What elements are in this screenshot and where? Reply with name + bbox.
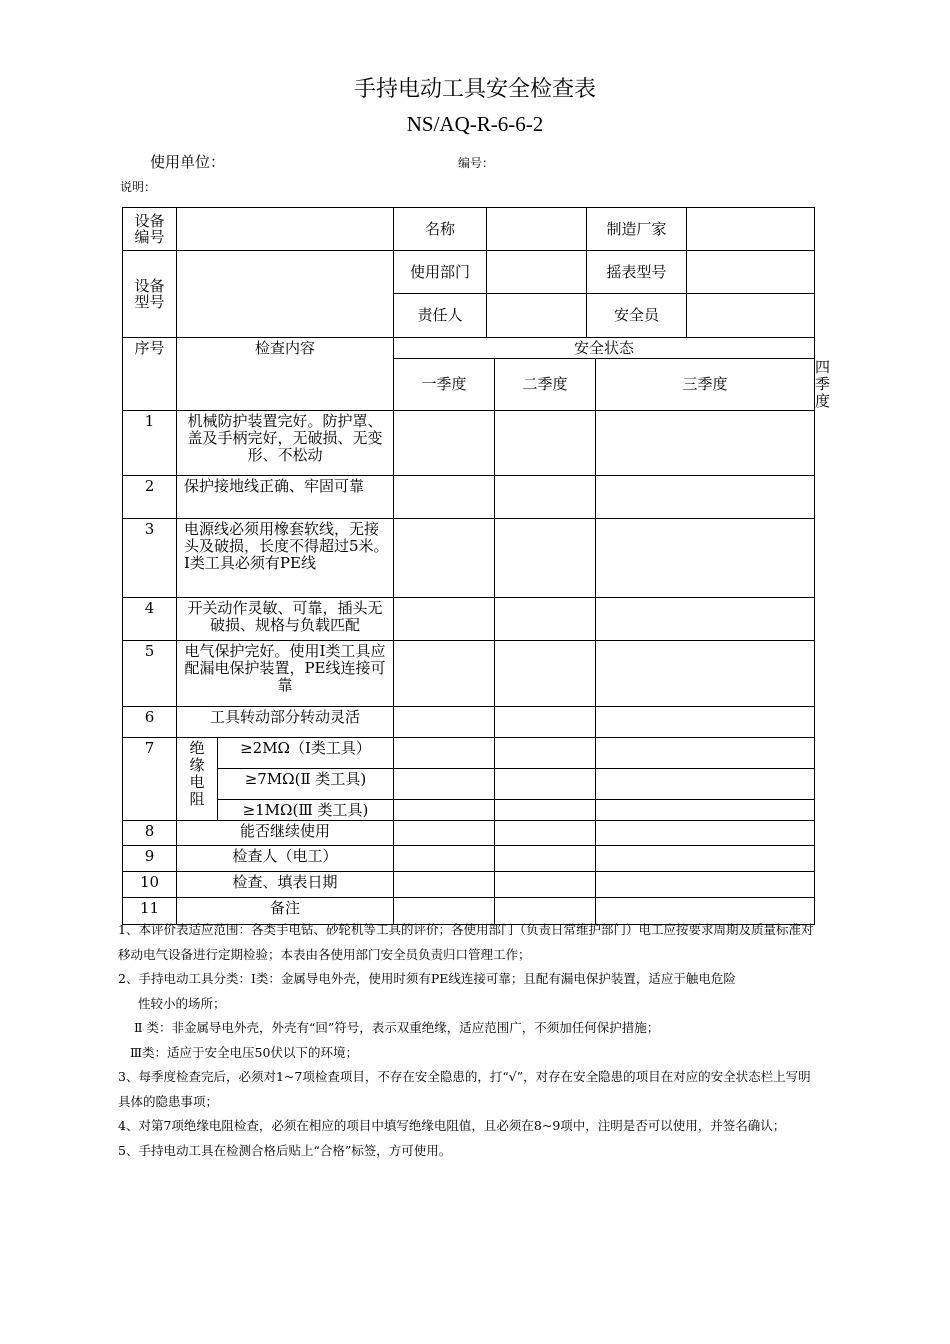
item-no: 10 bbox=[123, 872, 177, 898]
item-no: 7 bbox=[123, 738, 177, 821]
quarter-3-header: 三季度 bbox=[596, 359, 815, 411]
q1-cell[interactable] bbox=[394, 821, 495, 846]
device-no-value[interactable] bbox=[177, 208, 394, 251]
q3-cell[interactable] bbox=[596, 641, 815, 707]
manufacturer-label: 制造厂家 bbox=[587, 208, 687, 251]
q3-cell[interactable] bbox=[596, 800, 815, 821]
q1-cell[interactable] bbox=[394, 707, 495, 738]
q2-cell[interactable] bbox=[495, 800, 596, 821]
q2-cell[interactable] bbox=[495, 821, 596, 846]
device-model-value[interactable] bbox=[177, 251, 394, 338]
note-2-class3: Ⅲ类：适应于安全电压50伏以下的环境； bbox=[130, 1044, 358, 1060]
quarter-1-header: 一季度 bbox=[394, 359, 495, 411]
document-code: NS/AQ-R-6-6-2 bbox=[406, 112, 544, 136]
insulation-sub-2: ≥7MΩ(Ⅱ 类工具) bbox=[218, 769, 394, 800]
item-content: 检查人（电工） bbox=[177, 846, 394, 872]
number-label: 编号： bbox=[458, 156, 495, 170]
q1-cell[interactable] bbox=[394, 846, 495, 872]
department-value[interactable] bbox=[487, 251, 587, 294]
status-header: 安全状态 bbox=[394, 338, 815, 359]
item-no: 2 bbox=[123, 476, 177, 519]
inspection-table: 设备编号 名称 制造厂家 设备型号 使用部门 摇表型号 责任人 安全员 序号 检查内容 安全状态 一季度 二季度 三季度 四季度 1 机械防护装置完好。防护罩、盖及手柄完好，无破损、无变形、不松动 2 保护接地线正确、牢固可靠 3 电源线必须用橡套软线，无接头及破损，长度不得超过5米。Ⅰ类工具必须有PE线 4 开关动作灵敏、可靠，插头无破损、规格与负载匹配 5 电气保护完好。使用Ⅰ类工具应配漏电保护装置，PE线连接可靠 6 工具转动部分转动灵活 7 绝缘电阻 ≥2MΩ（Ⅰ类工具） ≥7MΩ(Ⅱ 类工具) ≥1MΩ(Ⅲ 类工具) 8 能否继续使用 9 检查人（电工） 10 检查、填表日期 11 备注 bbox=[122, 207, 815, 925]
item-content: 备注 bbox=[177, 898, 394, 925]
q2-cell[interactable] bbox=[495, 846, 596, 872]
note-1: 1、本评价表适应范围：各类手电钻、砂轮机等工具的评价；各使用部门（负责日常维护部门）电工应按要求周期及质量标准对移动电气设备进行定期检验；本表由各使用部门安全员负责归口管理工作； bbox=[118, 922, 814, 962]
item-no: 11 bbox=[123, 898, 177, 925]
device-no-label: 设备编号 bbox=[123, 208, 177, 251]
q2-cell[interactable] bbox=[495, 598, 596, 641]
q1-cell[interactable] bbox=[394, 411, 495, 476]
q2-cell[interactable] bbox=[495, 411, 596, 476]
item-content: 能否继续使用 bbox=[177, 821, 394, 846]
name-label: 名称 bbox=[394, 208, 487, 251]
item-content: 开关动作灵敏、可靠，插头无破损、规格与负载匹配 bbox=[177, 598, 394, 641]
insulation-label: 绝缘电阻 bbox=[177, 738, 218, 821]
department-label: 使用部门 bbox=[394, 251, 487, 294]
q3-cell[interactable] bbox=[596, 598, 815, 641]
insulation-sub-1: ≥2MΩ（Ⅰ类工具） bbox=[218, 738, 394, 769]
q3-cell[interactable] bbox=[596, 769, 815, 800]
quarter-2-header: 二季度 bbox=[495, 359, 596, 411]
item-no: 9 bbox=[123, 846, 177, 872]
q3-cell[interactable] bbox=[596, 821, 815, 846]
item-no: 6 bbox=[123, 707, 177, 738]
q2-cell[interactable] bbox=[495, 476, 596, 519]
safety-officer-label: 安全员 bbox=[587, 294, 687, 338]
q2-cell[interactable] bbox=[495, 769, 596, 800]
insulation-sub-3: ≥1MΩ(Ⅲ 类工具) bbox=[218, 800, 394, 821]
q3-cell[interactable] bbox=[596, 707, 815, 738]
description-label: 说明： bbox=[120, 180, 157, 194]
q2-cell[interactable] bbox=[495, 872, 596, 898]
item-content: 保护接地线正确、牢固可靠 bbox=[177, 476, 394, 519]
meter-model-label: 摇表型号 bbox=[587, 251, 687, 294]
unit-label: 使用单位： bbox=[150, 153, 226, 171]
item-content: 检查、填表日期 bbox=[177, 872, 394, 898]
item-no: 3 bbox=[123, 519, 177, 598]
note-2-class2: Ⅱ 类：非金属导电外壳，外壳有“回”符号，表示双重绝缘，适应范围广，不须加任何保护措施； bbox=[134, 1020, 660, 1035]
q3-cell[interactable] bbox=[596, 476, 815, 519]
safety-officer-value[interactable] bbox=[687, 294, 815, 338]
q1-cell[interactable] bbox=[394, 641, 495, 707]
note-4: 4、对第7项绝缘电阻检查，必须在相应的项目中填写绝缘电阻值，且必须在8~9项中，注明是否可以使用，并签名确认； bbox=[118, 1118, 786, 1133]
q1-cell[interactable] bbox=[394, 769, 495, 800]
item-no: 4 bbox=[123, 598, 177, 641]
q1-cell[interactable] bbox=[394, 872, 495, 898]
q3-cell[interactable] bbox=[596, 519, 815, 598]
responsible-label: 责任人 bbox=[394, 294, 487, 338]
q1-cell[interactable] bbox=[394, 598, 495, 641]
note-5: 5、手持电动工具在检测合格后贴上“合格”标签，方可使用。 bbox=[118, 1142, 452, 1158]
item-content: 工具转动部分转动灵活 bbox=[177, 707, 394, 738]
notes-section bbox=[118, 918, 818, 1163]
item-content: 电气保护完好。使用Ⅰ类工具应配漏电保护装置，PE线连接可靠 bbox=[177, 641, 394, 707]
item-no: 1 bbox=[123, 411, 177, 476]
q3-cell[interactable] bbox=[596, 738, 815, 769]
q3-cell[interactable] bbox=[596, 846, 815, 872]
note-3: 3、每季度检查完后，必须对1~7项检查项目，不存在安全隐患的，打“√”，对存在安全隐患的项目在对应的安全状态栏上写明具体的隐患事项； bbox=[118, 1069, 811, 1109]
content-header: 检查内容 bbox=[177, 338, 394, 411]
seq-header: 序号 bbox=[123, 338, 177, 411]
q3-cell[interactable] bbox=[596, 872, 815, 898]
page-title: 手持电动工具安全检查表 bbox=[353, 77, 596, 102]
q1-cell[interactable] bbox=[394, 738, 495, 769]
note-2-cont: 性较小的场所； bbox=[138, 995, 226, 1011]
item-no: 5 bbox=[123, 641, 177, 707]
q1-cell[interactable] bbox=[394, 519, 495, 598]
device-model-label: 设备型号 bbox=[123, 251, 177, 338]
item-content: 电源线必须用橡套软线，无接头及破损，长度不得超过5米。Ⅰ类工具必须有PE线 bbox=[177, 519, 394, 598]
q2-cell[interactable] bbox=[495, 738, 596, 769]
q1-cell[interactable] bbox=[394, 476, 495, 519]
responsible-value[interactable] bbox=[487, 294, 587, 338]
manufacturer-value[interactable] bbox=[687, 208, 815, 251]
note-2: 2、手持电动工具分类：Ⅰ类：金属导电外壳，使用时须有PE线连接可靠；且配有漏电保护装置，适应于触电危险 bbox=[118, 971, 736, 986]
item-no: 8 bbox=[123, 821, 177, 846]
q1-cell[interactable] bbox=[394, 800, 495, 821]
item-content: 机械防护装置完好。防护罩、盖及手柄完好，无破损、无变形、不松动 bbox=[177, 411, 394, 476]
q2-cell[interactable] bbox=[495, 707, 596, 738]
q2-cell[interactable] bbox=[495, 641, 596, 707]
q3-cell[interactable] bbox=[596, 411, 815, 476]
name-value[interactable] bbox=[487, 208, 587, 251]
q2-cell[interactable] bbox=[495, 519, 596, 598]
meter-model-value[interactable] bbox=[687, 251, 815, 294]
